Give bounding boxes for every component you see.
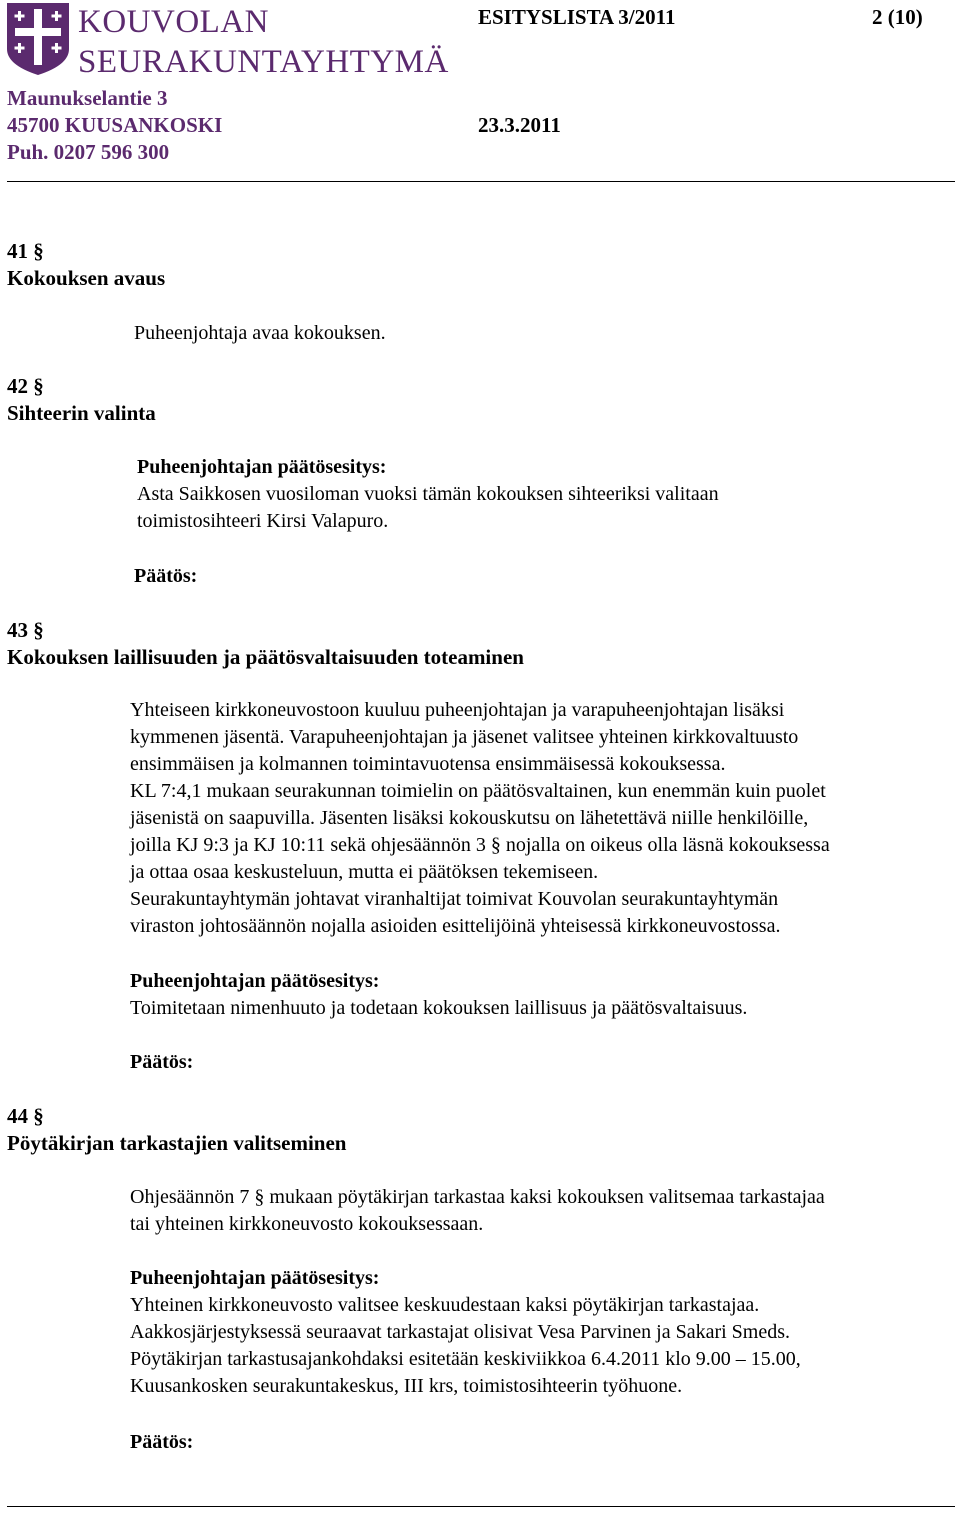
text-line: Asta Saikkosen vuosiloman vuoksi tämän kokouksen sihteeriksi valitaan	[137, 483, 719, 505]
text-line: kymmenen jäsentä. Varapuheenjohtajan ja jäsenet valitsee yhteinen kirkkovaltuusto	[130, 726, 799, 748]
footer-divider	[7, 1506, 955, 1507]
text-line: Yhteiseen kirkkoneuvostoon kuuluu puheenjohtajan ja varapuheenjohtajan lisäksi	[130, 699, 785, 721]
text-line: Yhteinen kirkkoneuvosto valitsee keskuudestaan kaksi pöytäkirjan tarkastajaa.	[130, 1294, 760, 1316]
decision-label: Päätös:	[134, 565, 198, 587]
section-number: 41 §	[7, 239, 44, 263]
section-title: Sihteerin valinta	[7, 401, 156, 425]
section-title: Kokouksen avaus	[7, 266, 166, 290]
section-number: 43 §	[7, 618, 44, 642]
org-name-line2: SEURAKUNTAYHTYMÄ	[78, 44, 449, 80]
section-body	[130, 1184, 825, 1238]
proposal-text	[130, 1292, 801, 1400]
proposal-text	[130, 995, 747, 1022]
org-name-line1: KOUVOLAN	[78, 4, 269, 40]
text-line: Toimitetaan nimenhuuto ja todetaan kokouksen laillisuus ja päätösvaltaisuus.	[130, 997, 748, 1019]
text-line: Ohjesäännön 7 § mukaan pöytäkirjan tarkastaa kaksi kokouksen valitsemaa tarkastajaa	[130, 1186, 825, 1208]
section-number: 42 §	[7, 374, 44, 398]
address-city: 45700 KUUSANKOSKI	[7, 113, 223, 137]
section-title: Kokouksen laillisuuden ja päätösvaltaisuuden toteaminen	[7, 645, 524, 669]
phone-number: Puh. 0207 596 300	[7, 140, 170, 164]
section-number: 44 §	[7, 1104, 44, 1128]
text-line: ja ottaa osaa keskusteluun, mutta ei päätöksen tekemiseen.	[130, 861, 599, 883]
text-line: Seurakuntayhtymän johtavat viranhaltijat toimivat Kouvolan seurakuntayhtymän	[130, 888, 779, 910]
text-line: viraston johtosäännön nojalla asioiden esittelijöinä yhteisessä kirkkoneuvostossa.	[130, 915, 781, 937]
proposal-label: Puheenjohtajan päätösesitys:	[137, 456, 387, 478]
doc-title: ESITYSLISTA 3/2011	[478, 5, 676, 29]
text-line: joilla KJ 9:3 ja KJ 10:11 sekä ohjesäännön 3 § nojalla on oikeus olla läsnä kokouksessa	[130, 834, 830, 856]
section-text	[134, 320, 386, 347]
text-line: jäsenistä on saapuvilla. Jäsenten lisäksi kokouskutsu on lähetettävä niille henkilöille,	[130, 807, 809, 829]
proposal-label: Puheenjohtajan päätösesitys:	[130, 1267, 380, 1289]
decision-label: Päätös:	[130, 1051, 194, 1073]
text-line: Aakkosjärjestyksessä seuraavat tarkastajat olisivat Vesa Parvinen ja Sakari Smeds.	[130, 1321, 791, 1343]
page-number: 2 (10)	[872, 5, 923, 29]
proposal-label: Puheenjohtajan päätösesitys:	[130, 970, 380, 992]
text-line: ensimmäisen ja kolmannen toimintavuotensa ensimmäisessä kokouksessa.	[130, 753, 726, 775]
decision-label: Päätös:	[130, 1431, 194, 1453]
text-line: Kuusankosken seurakuntakeskus, III krs, toimistosihteerin työhuone.	[130, 1375, 683, 1397]
doc-date: 23.3.2011	[478, 113, 561, 137]
header-divider	[7, 181, 955, 182]
text-line: Puheenjohtaja avaa kokouksen.	[134, 322, 386, 344]
text-line: tai yhteinen kirkkoneuvosto kokouksessaan.	[130, 1213, 484, 1235]
church-cross-logo-icon	[7, 3, 69, 75]
section-title: Pöytäkirjan tarkastajien valitseminen	[7, 1131, 347, 1155]
address-street: Maunukselantie 3	[7, 86, 168, 110]
section-body	[130, 697, 830, 940]
text-line: toimistosihteeri Kirsi Valapuro.	[137, 510, 389, 532]
text-line: KL 7:4,1 mukaan seurakunnan toimielin on päätösvaltainen, kun enemmän kuin puolet	[130, 780, 826, 802]
proposal-text	[137, 481, 719, 535]
text-line: Pöytäkirjan tarkastusajankohdaksi esitetään keskiviikkoa 6.4.2011 klo 9.00 – 15.00,	[130, 1348, 801, 1370]
